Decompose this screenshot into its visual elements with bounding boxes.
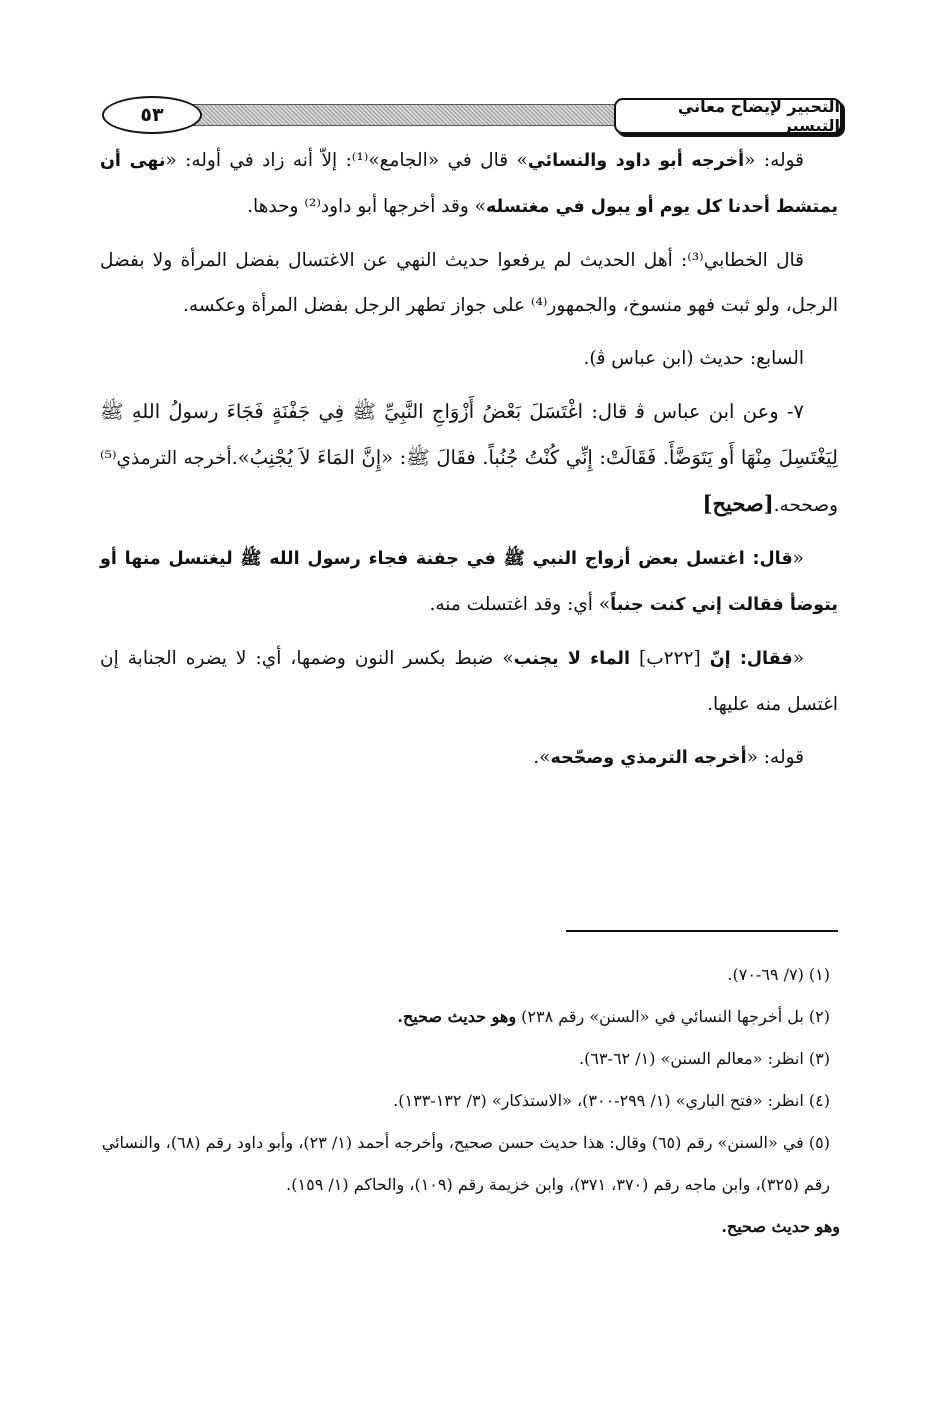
- hadith-text: ٧- وعن ابن عباس ﭬ قال: اغْتَسَلَ بَعْضُ أَزْوَاجِ النَّبِيِّ ﷺ فِي جَفْنَةٍ فَجَاءَ رسولُ اللهِ ﷺ لِيَغْتَسِلَ مِنْهَا أَو يَتَوَضَّأَ. فَقَالَتْ: إِنِّي كُنْتُ جُنُباً. فقَالَ ﷺ: «إِنَّ المَاءَ لاَ يُجْنِبُ».: [100, 400, 838, 469]
- footnote-item: [96, 996, 840, 1038]
- footnote-bold: وهو حديث صحيح.: [721, 1217, 840, 1236]
- running-header: [100, 96, 842, 136]
- paragraph-7: [100, 735, 838, 781]
- p1-lead: قوله: «: [744, 150, 805, 171]
- main-text: [100, 138, 838, 789]
- footnote-item: [96, 1080, 840, 1122]
- section-heading: السابع: حديث (ابن عباس ﭬ).: [583, 348, 804, 369]
- hadith-source: أخرجه الترمذي⁽⁵⁾ وصححه.: [100, 448, 838, 516]
- hadith-paragraph: [100, 389, 838, 528]
- p1-ref: أخرجه أبو داود والنسائي: [527, 151, 745, 171]
- header-ornament-band: [170, 104, 642, 126]
- p5-quote: قال: اغتسل بعض أزواج النبي ﷺ في جفنة فجاء رسول الله ﷺ ليغتسل منها أو يتوضأ فقالت إني كنت جنباً: [100, 549, 838, 615]
- p6-quote-2: الماء لا يجنب: [513, 649, 630, 669]
- footnote-item: [96, 1038, 840, 1080]
- p6-tail: » ضبط بكسر النون وضمها، أي: لا يضره الجنابة إن اغتسل منه عليها.: [100, 648, 838, 715]
- p7-tail: ».: [533, 747, 551, 768]
- footnote-text: (٤) انظر: «فتح الباري» (١/ ٢٩٩-٣٠٠)، «الاستذكار» (٣/ ١٣٢-١٣٣).: [393, 1091, 830, 1110]
- footnote-item: [96, 954, 840, 996]
- paragraph-5: [100, 536, 838, 628]
- footnote-bold: وهو حديث صحيح.: [397, 1007, 517, 1026]
- footnotes: [96, 954, 840, 1248]
- book-title: التحبير لإيضاح معاني التيسير: [614, 98, 842, 134]
- footnote-item: [96, 1122, 840, 1206]
- paragraph-1: [100, 138, 838, 230]
- p7-lead: قوله: «: [746, 747, 804, 768]
- p1-middle: » قال في «الجامع»⁽¹⁾: إلاّ أنه زاد في أوله: «: [165, 150, 528, 171]
- p6-folio: [٢٢٢ب]: [629, 648, 710, 669]
- p5-lead: «: [792, 548, 804, 569]
- page-number: ٥٣: [102, 96, 202, 134]
- hadith-grade: [صحيح]: [702, 491, 774, 516]
- footnote-text: (٢) بل أخرجها النسائي في «السنن» رقم ٢٣٨): [516, 1007, 830, 1026]
- footnote-item: [96, 1206, 840, 1248]
- p1-added: نهى أن يمتشط أحدنا كل يوم أو يبول في مغتسله: [100, 151, 838, 217]
- p6-lead: «: [792, 648, 805, 669]
- p6-quote-1: فقال: إنّ: [709, 649, 793, 669]
- footnote-separator: [566, 930, 838, 932]
- p1-tail: » وقد أخرجها أبو داود⁽²⁾ وحدها.: [247, 196, 486, 217]
- paragraph-2: قال الخطابي⁽³⁾: أهل الحديث لم يرفعوا حديث النهي عن الاغتسال بفضل المرأة ولا بفضل الرجل، ولو ثبت فهو منسوخ، والجمهور⁽⁴⁾ على جواز تطهر الرجل بفضل المرأة وعكسه.: [100, 250, 838, 316]
- paragraph-6: [100, 636, 838, 727]
- footnote-text: (٣) انظر: «معالم السنن» (١/ ٦٢-٦٣).: [579, 1049, 830, 1068]
- footnote-text: (٥) في «السنن» رقم (٦٥) وقال: هذا حديث حسن صحيح، وأخرجه أحمد (١/ ٢٣)، وأبو داود رقم (٦٨)، والنسائي رقم (٣٢٥)، وابن ماجه رقم (٣٧٠، ٣٧١)، وابن خزيمة رقم (١٠٩)، والحاكم (١/ ١٥٩).: [101, 1133, 830, 1194]
- p7-quote: أخرجه الترمذي وصحّحه: [550, 748, 747, 768]
- p5-tail: » أي: وقد اغتسلت منه.: [429, 594, 611, 615]
- footnote-text: (١) (٧/ ٦٩-٧٠).: [727, 965, 830, 984]
